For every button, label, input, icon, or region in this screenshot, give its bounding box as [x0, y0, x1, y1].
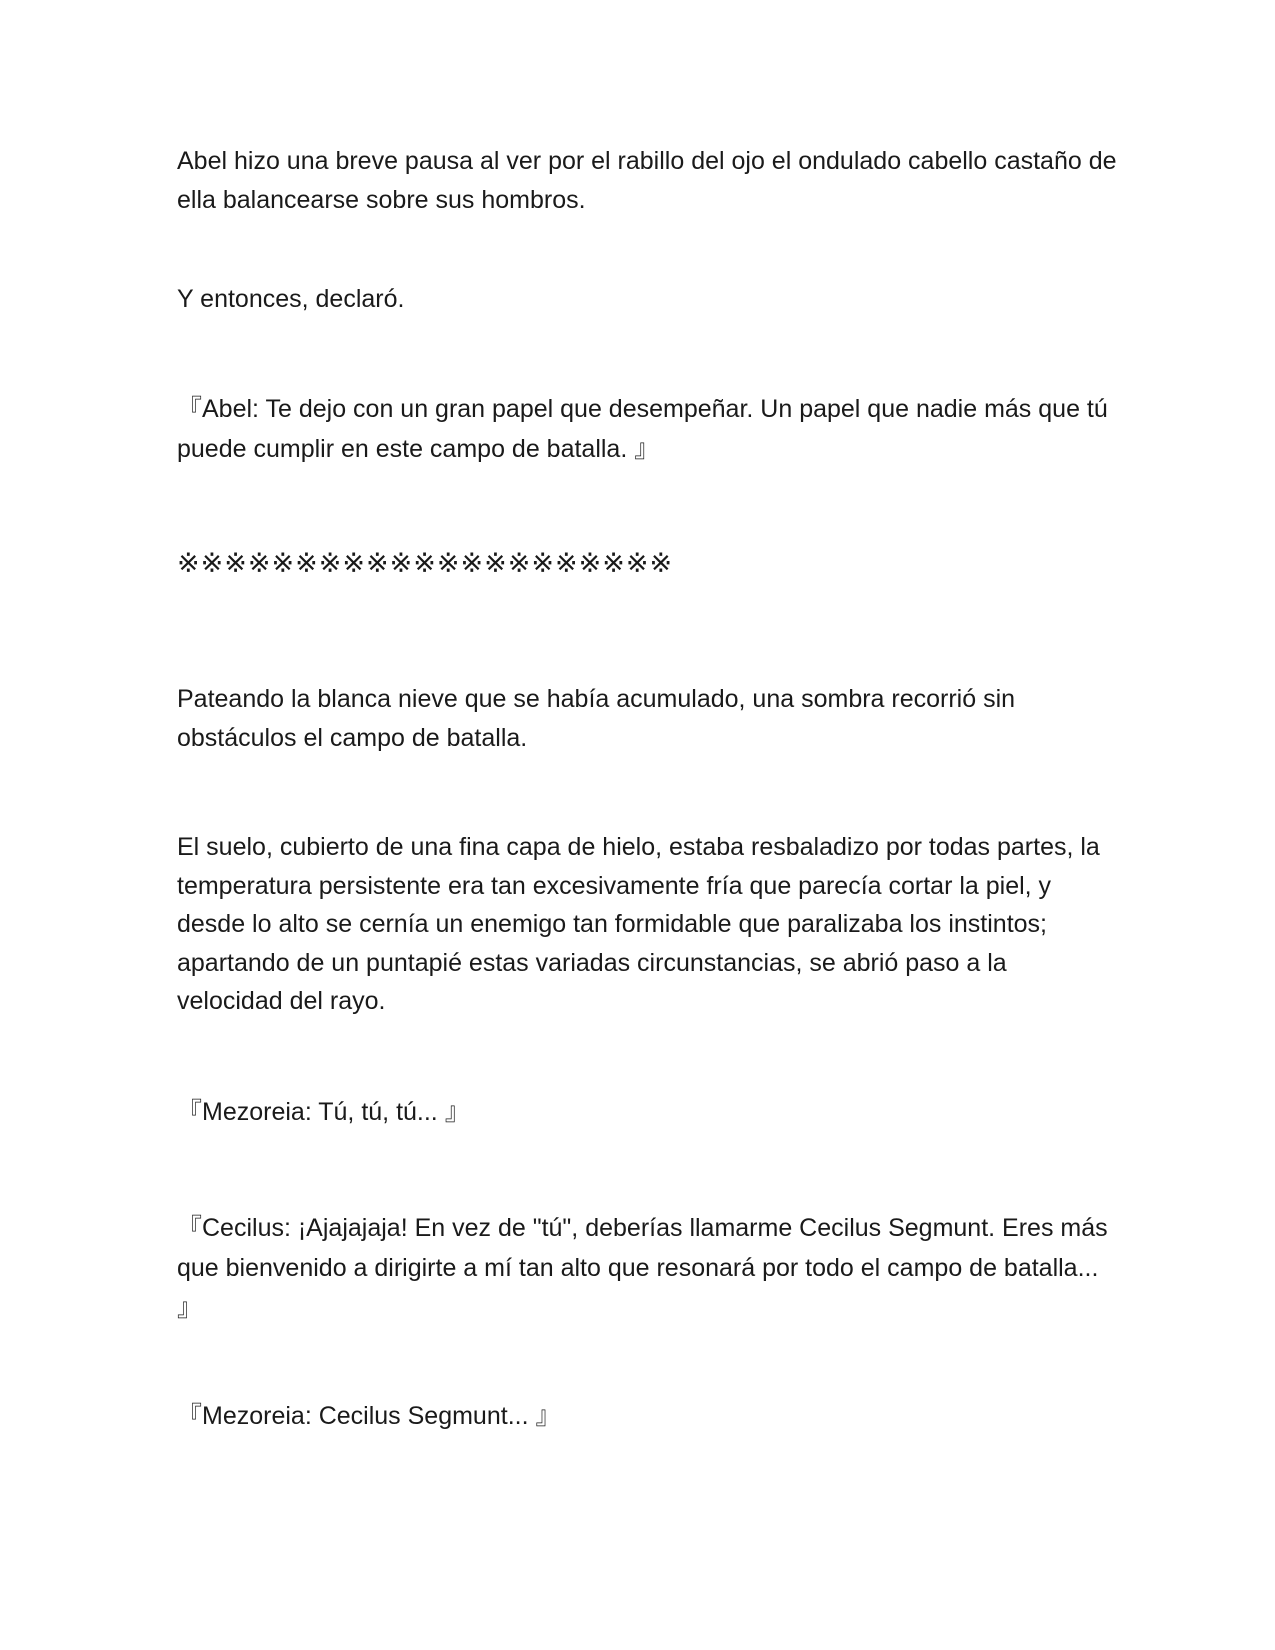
- dialogue-mezoreia-1: 『Mezoreia: Tú, tú, tú... 』: [177, 1098, 470, 1126]
- paragraph-battlefield-conditions: El suelo, cubierto de una fina capa de hielo, estaba resbaladizo por todas partes, la temperatura persistente era tan excesivamente fría que parecía cortar la piel, y desde lo alto se cernía un enemigo tan formidable que paralizaba los instintos; apartando de un puntapié estas variadas circunstancias, se abrió paso a la velocidad del rayo.: [177, 833, 1100, 1015]
- dialogue-cecilus: 『Cecilus: ¡Ajajajaja! En vez de "tú", deberías llamarme Cecilus Segmunt. Eres más que bienvenido a dirigirte a mí tan alto que resonará por todo el campo de batalla... 』: [177, 1214, 1108, 1322]
- paragraph-abel-pause: Abel hizo una breve pausa al ver por el rabillo del ojo el ondulado cabello castaño de ella balancearse sobre sus hombros.: [177, 147, 1117, 214]
- paragraph-declaration: Y entonces, declaró.: [177, 285, 405, 313]
- dialogue-abel: 『Abel: Te dejo con un gran papel que desempeñar. Un papel que nadie más que tú puede cumplir en este campo de batalla. 』: [177, 395, 1108, 463]
- paragraph-shadow-runs: Pateando la blanca nieve que se había acumulado, una sombra recorrió sin obstáculos el campo de batalla.: [177, 685, 1016, 752]
- dialogue-mezoreia-2: 『Mezoreia: Cecilus Segmunt... 』: [177, 1402, 561, 1430]
- scene-separator: ※※※※※※※※※※※※※※※※※※※※※: [177, 548, 674, 579]
